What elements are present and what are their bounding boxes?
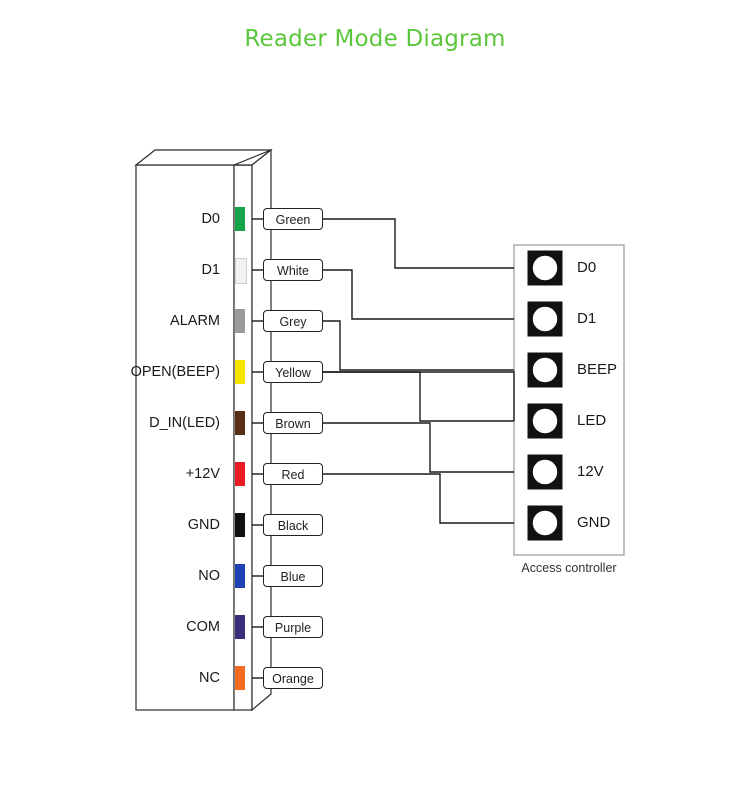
wire-label-yellow: Yellow	[263, 361, 323, 383]
wire-paths	[252, 219, 514, 678]
reader-pin-label-open-beep: OPEN(BEEP)	[130, 364, 220, 380]
wire-label-purple: Purple	[263, 616, 323, 638]
controller-pin-label-led: LED	[577, 412, 607, 429]
reader-pin-label-d-in-led: D_IN(LED)	[149, 415, 220, 431]
wire-swatch-red	[235, 462, 245, 486]
controller-pin-label-12v: 12V	[577, 463, 604, 480]
wire-swatch-orange	[235, 666, 245, 690]
reader-pin-label-com: COM	[186, 619, 220, 635]
page-title: Reader Mode Diagram	[244, 26, 506, 52]
controller-pin-label-d1: D1	[577, 310, 597, 327]
reader-pin-label-alarm: ALARM	[170, 313, 220, 329]
wire-swatch-black	[235, 513, 245, 537]
wire-label-brown: Brown	[263, 412, 323, 434]
wire-swatch-yellow	[235, 360, 245, 384]
controller-caption: Access controller	[521, 561, 617, 575]
controller-pin-label-d0: D0	[577, 259, 597, 276]
wire-label-red: Red	[263, 463, 323, 485]
wire-swatch-brown	[235, 411, 245, 435]
reader-pin-label-gnd: GND	[187, 517, 220, 533]
reader-pin-label-12v: +12V	[185, 466, 220, 482]
wire-swatch-blue	[235, 564, 245, 588]
wire-label-orange: Orange	[263, 667, 323, 689]
wire-label-blue: Blue	[263, 565, 323, 587]
reader-pin-label-d0: D0	[201, 211, 220, 227]
wire-label-grey: Grey	[263, 310, 323, 332]
wire-label-green: Green	[263, 208, 323, 230]
wire-swatch-grey	[235, 309, 245, 333]
wire-swatch-green	[235, 207, 245, 231]
controller-pin-label-beep: BEEP	[577, 361, 618, 378]
reader-pin-label-no: NO	[198, 568, 220, 584]
wire-label-black: Black	[263, 514, 323, 536]
wire-label-white: White	[263, 259, 323, 281]
controller-pin-label-gnd: GND	[577, 514, 611, 531]
reader-pin-label-d1: D1	[201, 262, 220, 278]
reader-pin-label-nc: NC	[199, 670, 220, 686]
wire-swatch-white	[235, 258, 247, 284]
wire-swatch-purple	[235, 615, 245, 639]
